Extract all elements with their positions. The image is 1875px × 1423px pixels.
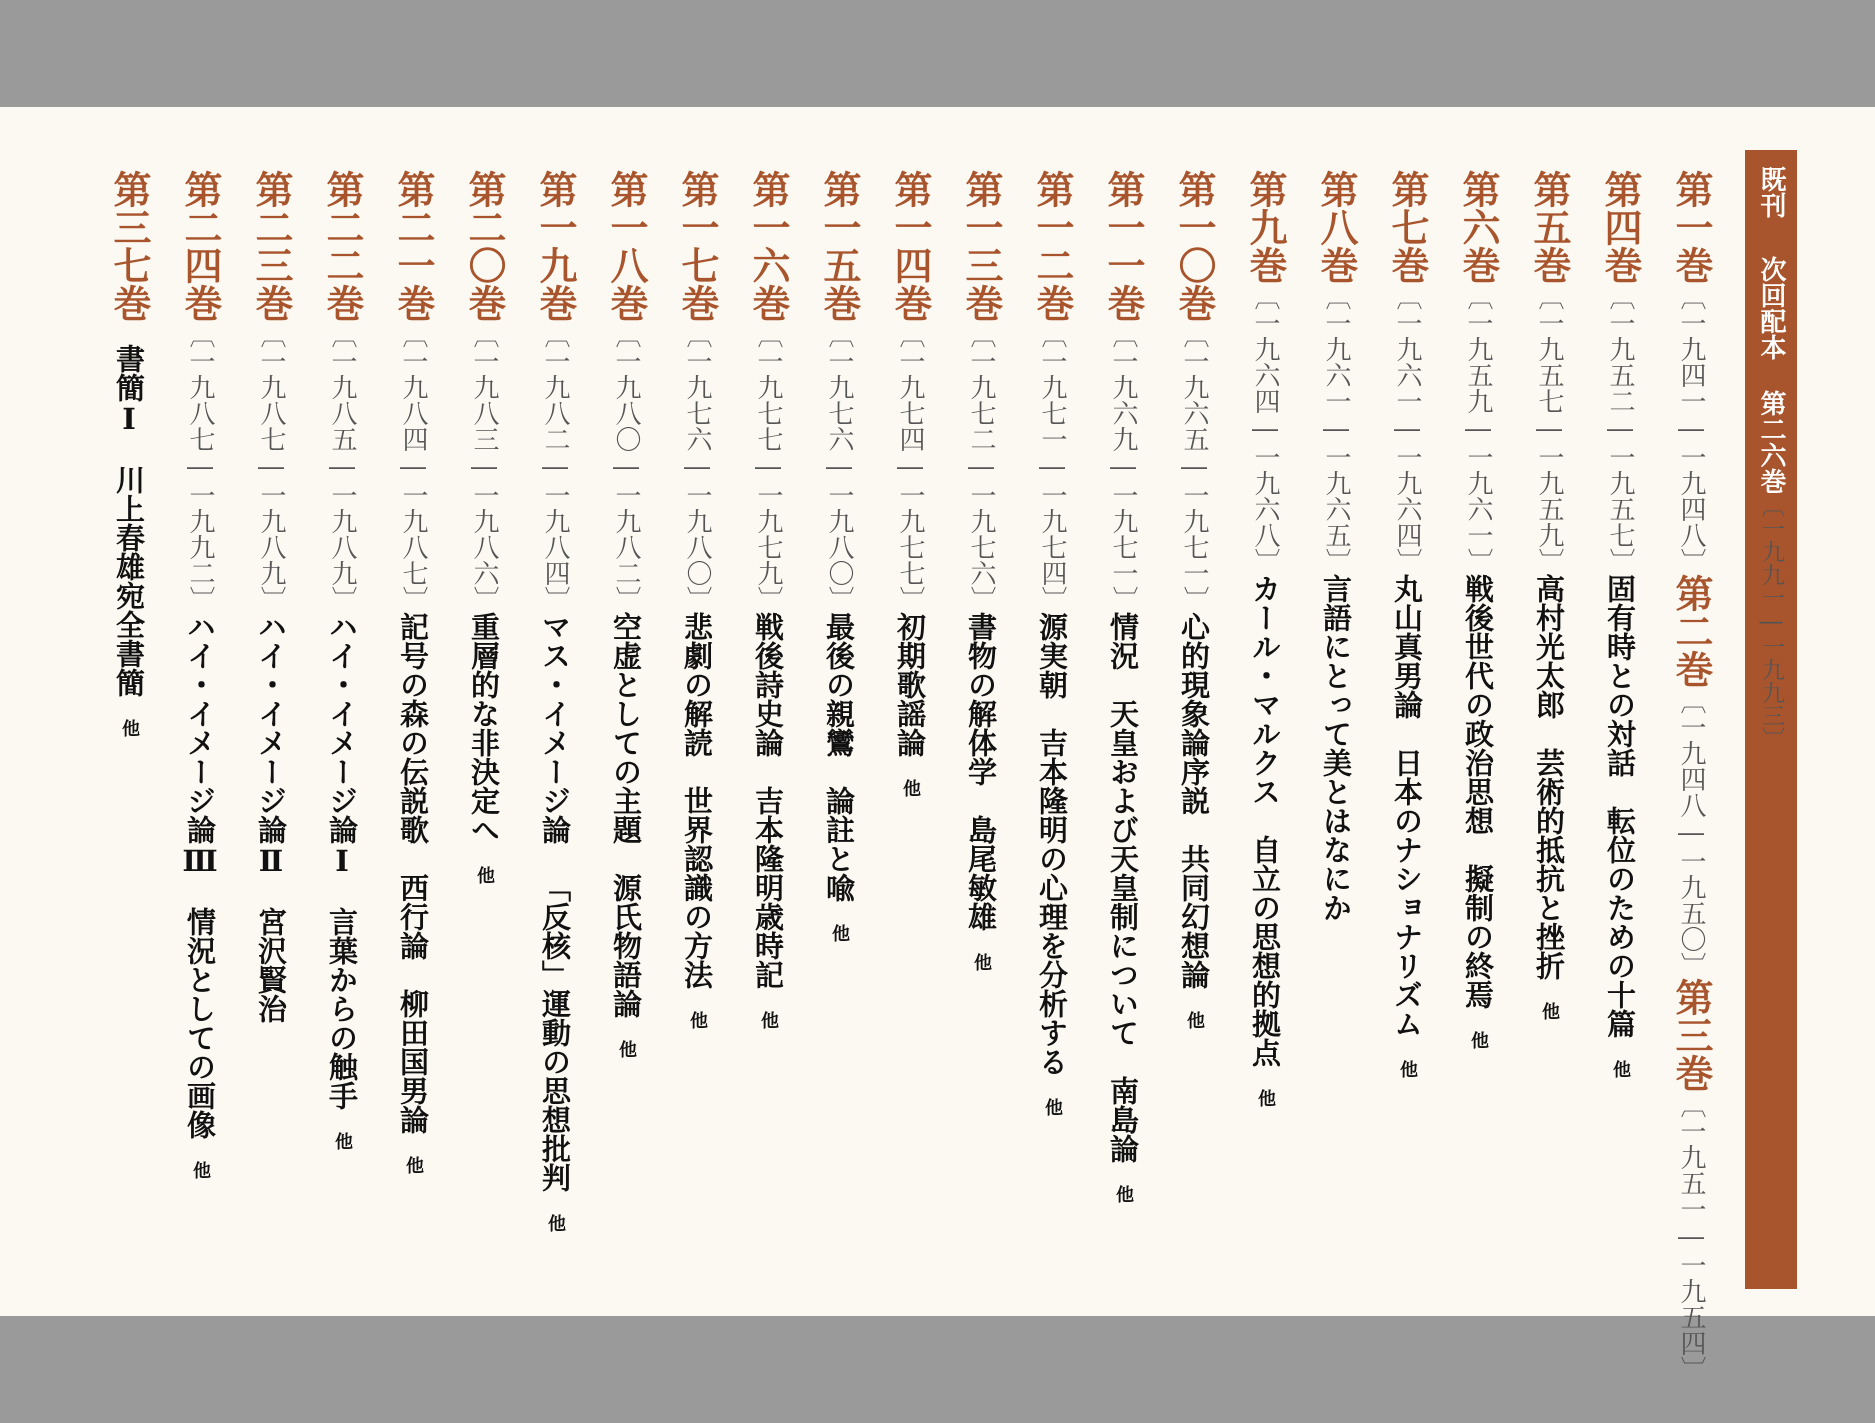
others-mark: 他 (545, 1214, 566, 1232)
volume-column (733, 170, 804, 1300)
volume-column (1017, 170, 1088, 1300)
volume-column (591, 170, 662, 1300)
volume-years: 〔一九五九―一九六一〕 (1463, 284, 1493, 574)
volume-column (1656, 170, 1727, 1382)
volume-years: 〔一九八五―一九八九〕 (327, 322, 357, 612)
work-title: マス・イメージ論 (538, 612, 572, 844)
volume-number: 第一七巻 (675, 170, 720, 322)
others-mark: 他 (900, 779, 921, 797)
work-title: 書物の解体学 (964, 612, 998, 786)
work-title: 擬制の終焉 (1461, 864, 1495, 1009)
work-title: 世界認識の方法 (680, 786, 714, 989)
work-title: 心的現象論序説 (1177, 612, 1211, 815)
volume-number: 第八巻 (1314, 170, 1359, 284)
others-mark: 他 (1468, 1031, 1489, 1049)
others-mark: 他 (190, 1161, 211, 1179)
volume-column (165, 170, 236, 1300)
others-mark: 他 (1184, 1011, 1205, 1029)
next-years: 〔一九九一―一九九三〕 (1758, 494, 1784, 750)
volume-number: 第二〇巻 (462, 170, 507, 322)
volume-column (662, 170, 733, 1300)
work-title: 柳田国男論 (396, 989, 430, 1134)
work-title: 共同幻想論 (1177, 844, 1211, 989)
band-label: 既刊 (1756, 166, 1786, 218)
volume-years: 〔一九六九―一九七一〕 (1108, 322, 1138, 612)
work-title: 空虚としての主題 (609, 612, 643, 844)
volume-number: 第二二巻 (320, 170, 365, 322)
others-mark: 他 (758, 1011, 779, 1029)
work-title: 天皇および天皇制について (1106, 699, 1140, 1047)
volume-years: 〔一九八二―一九八四〕 (540, 322, 570, 612)
volume-years: 〔一九七一―一九七四〕 (1037, 322, 1067, 612)
work-title: 芸術的抵抗と挫折 (1532, 748, 1566, 980)
volume-years: 〔一九五一―一九五四〕 (1676, 1092, 1706, 1382)
work-title: 丸山真男論 (1390, 574, 1424, 719)
work-title: 島尾敏雄 (964, 815, 998, 931)
others-mark: 他 (119, 719, 140, 737)
volume-years: 〔一九六一―一九六五〕 (1321, 284, 1351, 574)
others-mark: 他 (829, 924, 850, 942)
work-title: 言葉からの触手 (325, 907, 359, 1110)
volume-number: 第一巻 (1669, 170, 1714, 284)
volume-column (1301, 170, 1372, 1300)
volume-number: 第五巻 (1527, 170, 1572, 284)
others-mark: 他 (616, 1040, 637, 1058)
volume-years: 〔一九六五―一九七一〕 (1179, 322, 1209, 612)
volume-column (520, 170, 591, 1300)
others-mark: 他 (1539, 1002, 1560, 1020)
next-volume: 第二六巻 (1756, 390, 1786, 494)
volume-number: 第二一巻 (391, 170, 436, 322)
work-title: 情況 (1106, 612, 1140, 670)
volume-years: 〔一九四一―一九四八〕 (1676, 284, 1706, 574)
others-mark: 他 (1255, 1089, 1276, 1107)
volume-number: 第一九巻 (533, 170, 578, 322)
work-title: 自立の思想的拠点 (1248, 835, 1282, 1067)
others-mark: 他 (1042, 1098, 1063, 1116)
volume-number: 第一六巻 (746, 170, 791, 322)
volume-column (875, 170, 946, 1300)
volume-years: 〔一九八四―一九八七〕 (398, 322, 428, 612)
work-title: 吉本隆明の心理を分析する (1035, 728, 1069, 1076)
volume-years: 〔一九七六―一九八〇〕 (682, 322, 712, 612)
volume-years: 〔一九六四―一九六八〕 (1250, 284, 1280, 574)
volume-years: 〔一九七四―一九七七〕 (895, 322, 925, 612)
volume-column (94, 170, 165, 1300)
volume-column (1514, 170, 1585, 1300)
volume-column (307, 170, 378, 1300)
volume-years: 〔一九六一―一九六四〕 (1392, 284, 1422, 574)
volume-number: 第七巻 (1385, 170, 1430, 284)
volume-column (1159, 170, 1230, 1300)
volume-years: 〔一九八七―一九八九〕 (256, 322, 286, 612)
published-band (1745, 150, 1797, 1289)
work-title: 西行論 (396, 873, 430, 960)
volume-column (1088, 170, 1159, 1300)
work-title: 高村光太郎 (1532, 574, 1566, 719)
volume-column (1230, 170, 1301, 1300)
volume-column (804, 170, 875, 1300)
others-mark: 他 (687, 1011, 708, 1029)
volume-number: 第一二巻 (1030, 170, 1075, 322)
volume-number: 第九巻 (1243, 170, 1288, 284)
volume-number: 第一一巻 (1101, 170, 1146, 322)
work-title: 重層的な非決定へ (467, 612, 501, 844)
volume-number: 第二三巻 (249, 170, 294, 322)
work-title: ハイ・イメージ論Ⅰ (325, 612, 359, 878)
volume-column (449, 170, 520, 1300)
work-title: 情況としての画像 (183, 907, 217, 1139)
work-title: 初期歌謡論 (893, 612, 927, 757)
volume-number: 第二巻 (1669, 574, 1714, 688)
work-title: 戦後世代の政治思想 (1461, 574, 1495, 835)
volume-years: 〔一九八〇―一九八二〕 (611, 322, 641, 612)
volume-column (1372, 170, 1443, 1300)
volume-column (236, 170, 307, 1300)
volume-number: 第一五巻 (817, 170, 862, 322)
others-mark: 他 (403, 1156, 424, 1174)
volume-number: 第一〇巻 (1172, 170, 1217, 322)
work-title: 最後の親鸞 (822, 612, 856, 757)
work-title: 南島論 (1106, 1076, 1140, 1163)
volume-years: 〔一九四八―一九五〇〕 (1676, 688, 1706, 978)
work-title: 吉本隆明歳時記 (751, 786, 785, 989)
work-title: 「反核」運動の思想批判 (538, 873, 572, 1192)
volume-number: 第三巻 (1669, 978, 1714, 1092)
volume-years: 〔一九七七―一九七九〕 (753, 322, 783, 612)
work-title: 宮沢賢治 (254, 907, 288, 1023)
volume-number: 第一八巻 (604, 170, 649, 322)
work-title: 書簡Ⅰ (112, 344, 146, 436)
volume-years: 〔一九八三―一九八六〕 (469, 322, 499, 612)
others-mark: 他 (971, 953, 992, 971)
work-title: 源実朝 (1035, 612, 1069, 699)
work-title: 記号の森の伝説歌 (396, 612, 430, 844)
work-title: 日本のナショナリズム (1390, 748, 1424, 1038)
volume-years: 〔一九七二―一九七六〕 (966, 322, 996, 612)
volume-number: 第一三巻 (959, 170, 1004, 322)
volume-number: 第三七巻 (107, 170, 152, 322)
work-title: カール・マルクス (1248, 574, 1282, 806)
others-mark: 他 (332, 1132, 353, 1150)
work-title: 論註と喩 (822, 786, 856, 902)
volume-list (80, 170, 1727, 1382)
volume-number: 第四巻 (1598, 170, 1643, 284)
next-label: 次回配本 (1756, 256, 1786, 360)
volume-number: 第二四巻 (178, 170, 223, 322)
work-title: ハイ・イメージ論Ⅱ (254, 612, 288, 878)
volume-column (946, 170, 1017, 1300)
others-mark: 他 (1113, 1185, 1134, 1203)
volume-column (1443, 170, 1514, 1300)
work-title: 源氏物語論 (609, 873, 643, 1018)
volume-column (378, 170, 449, 1300)
work-title: 戦後詩史論 (751, 612, 785, 757)
others-mark: 他 (1610, 1060, 1631, 1078)
work-title: 言語にとって美とはなにか (1319, 574, 1353, 922)
volume-number: 第六巻 (1456, 170, 1501, 284)
work-title: 固有時との対話 (1603, 574, 1637, 777)
volume-years: 〔一九八七―一九九二〕 (185, 322, 215, 612)
work-title: 川上春雄宛全書簡 (112, 465, 146, 697)
others-mark: 他 (1397, 1060, 1418, 1078)
volume-years: 〔一九五二―一九五七〕 (1605, 284, 1635, 574)
volume-years: 〔一九七六―一九八〇〕 (824, 322, 854, 612)
volume-years: 〔一九五七―一九五九〕 (1534, 284, 1564, 574)
work-title: 悲劇の解読 (680, 612, 714, 757)
others-mark: 他 (474, 866, 495, 884)
work-title: ハイ・イメージ論Ⅲ (183, 612, 217, 878)
volume-number: 第一四巻 (888, 170, 933, 322)
work-title: 転位のための十篇 (1603, 806, 1637, 1038)
volume-column (1585, 170, 1656, 1300)
